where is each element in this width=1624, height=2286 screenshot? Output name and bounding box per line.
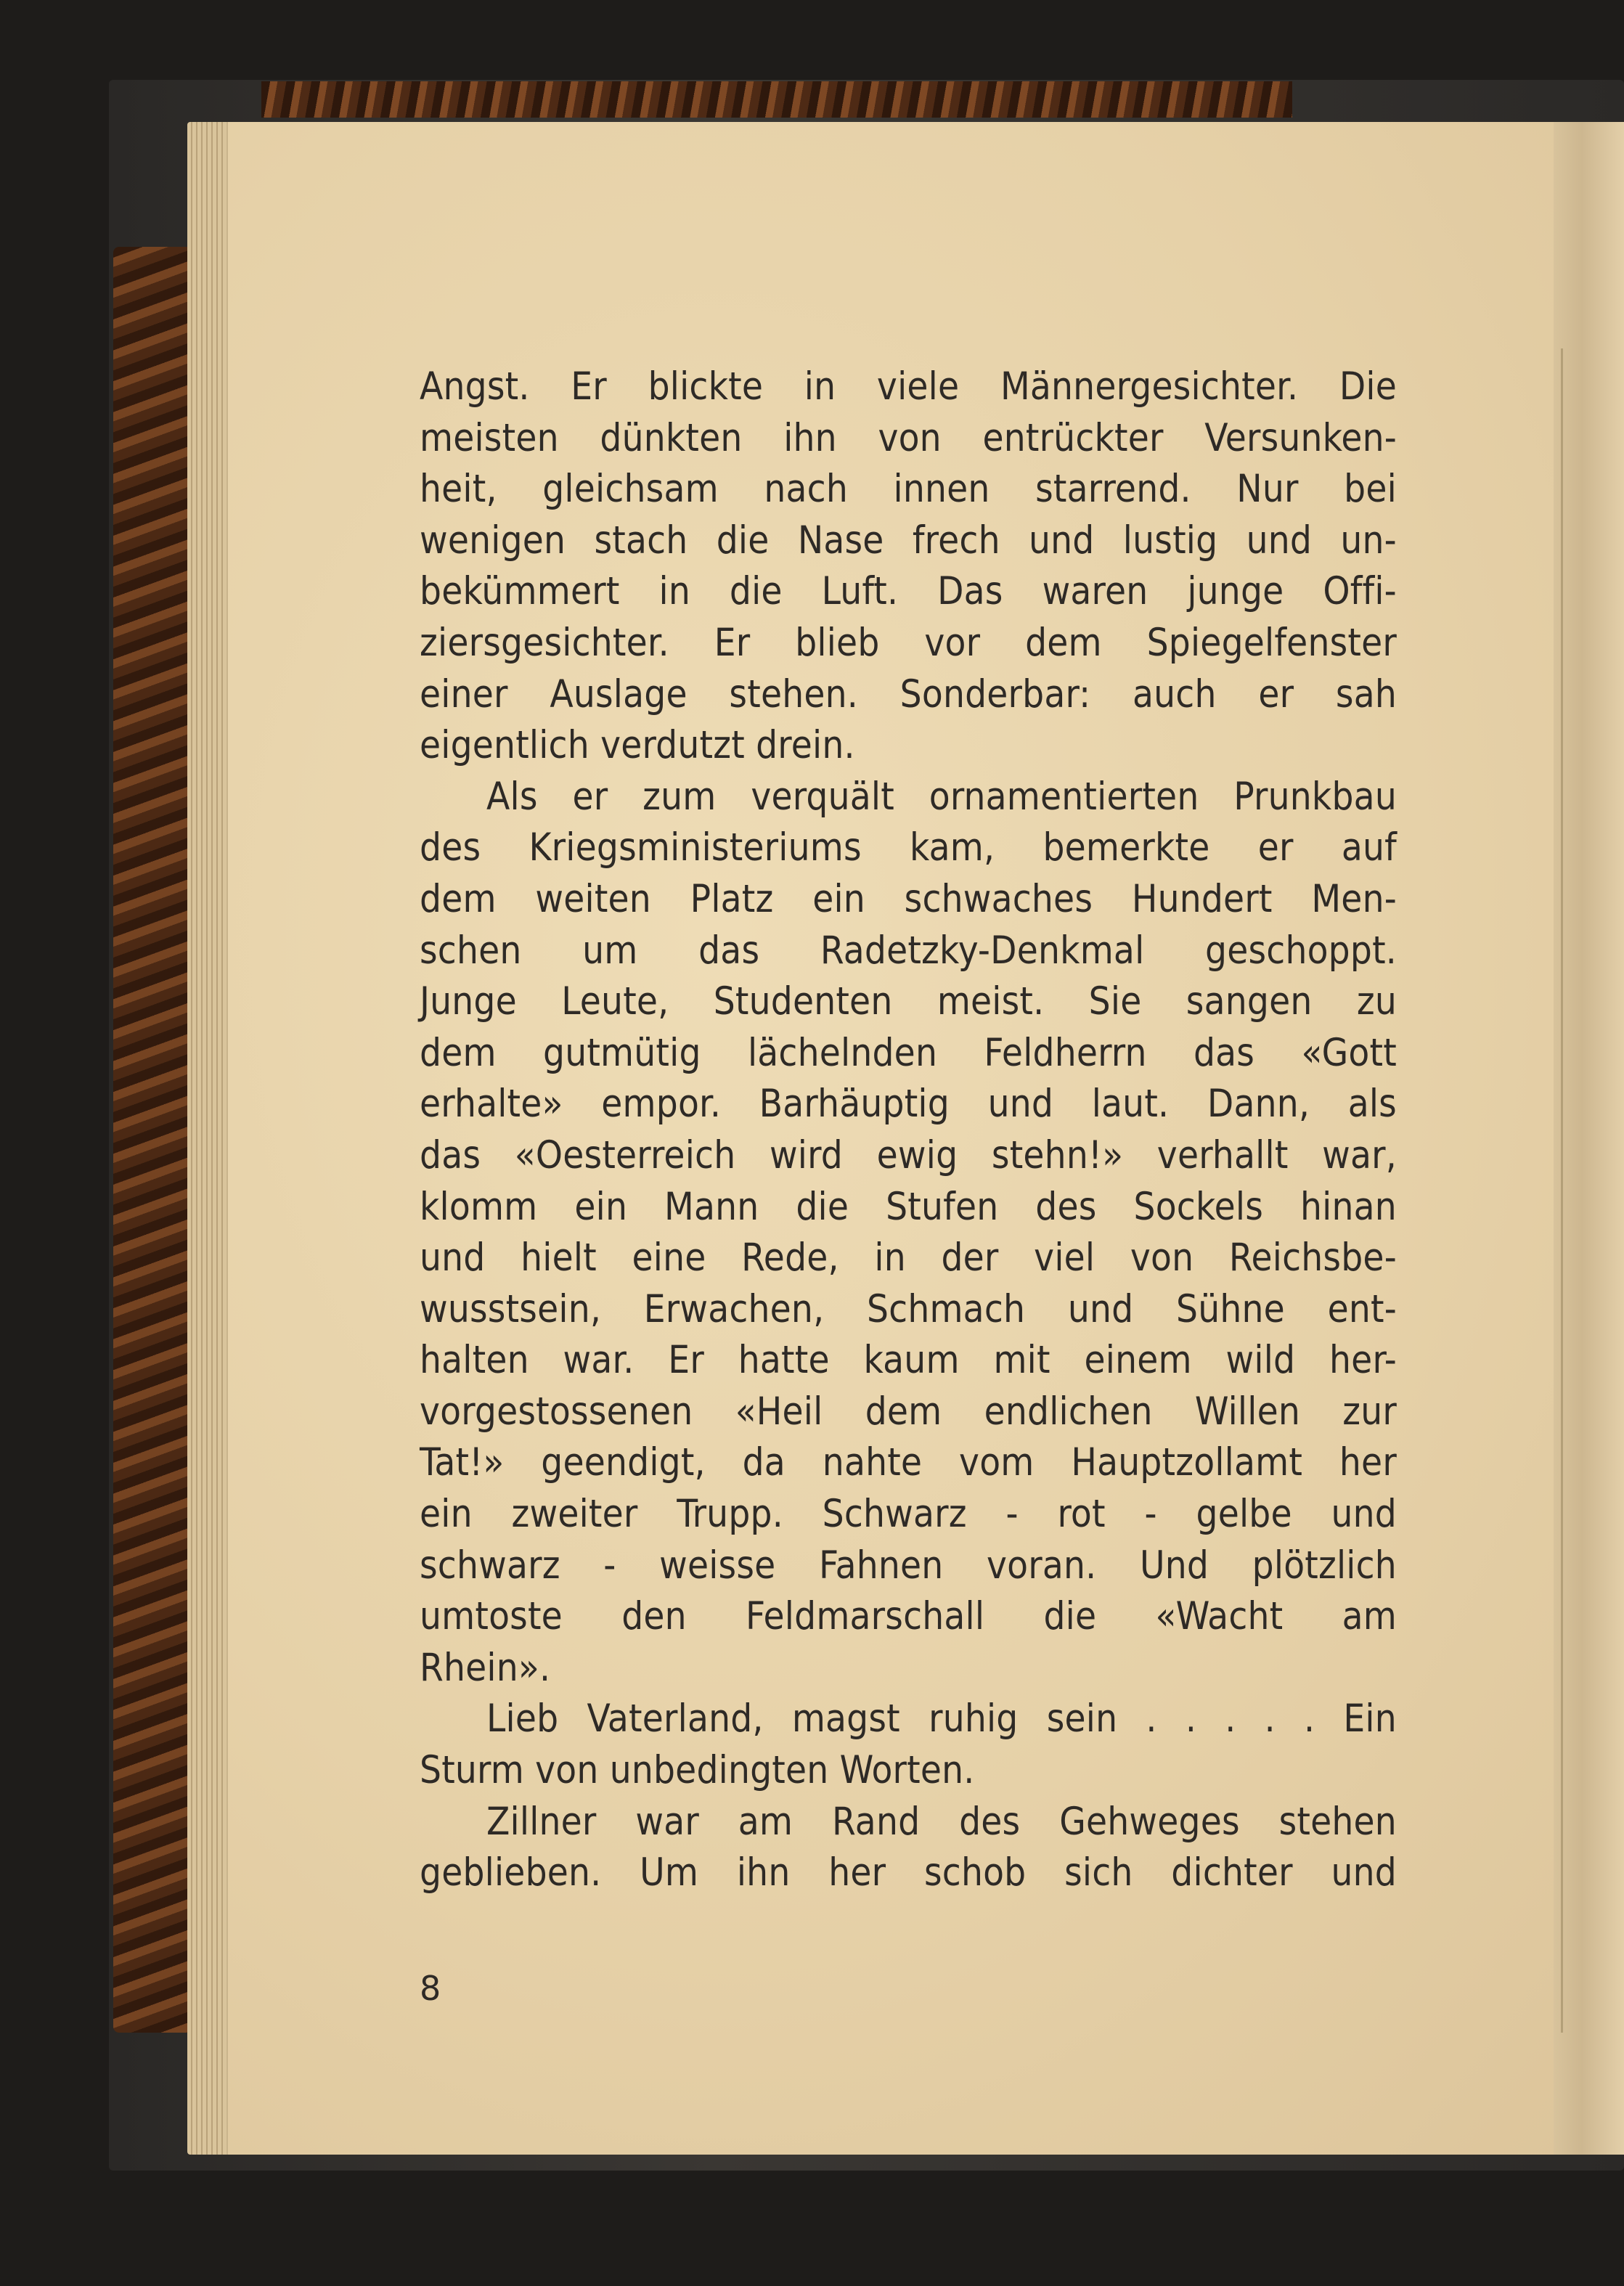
text-line: Angst. Er blickte in viele Männergesichter. Die <box>420 364 1397 409</box>
text-line: und hielt eine Rede, in der viel von Reichsbe- <box>420 1236 1397 1281</box>
marbled-top-edge <box>261 81 1292 118</box>
text-line: Als er zum verquält ornamentierten Prunkbau <box>486 774 1397 819</box>
text-line: ziersgesichter. Er blieb vor dem Spiegelfenster <box>420 620 1397 665</box>
page-edges <box>187 122 231 2155</box>
text-line: wenigen stach die Nase frech und lustig und un- <box>420 518 1397 563</box>
text-line: dem gutmütig lächelnden Feldherrn das «Gott <box>420 1030 1397 1075</box>
text-line: dem weiten Platz ein schwaches Hundert Men- <box>420 876 1397 921</box>
text-line: das «Oesterreich wird ewig stehn!» verhallt war, <box>420 1132 1397 1177</box>
text-line: vorgestossenen «Heil dem endlichen Willen zur <box>420 1389 1397 1434</box>
text-line: wusstsein, Erwachen, Schmach und Sühne ent- <box>420 1286 1397 1331</box>
text-line: bekümmert in die Luft. Das waren junge Offi- <box>420 569 1397 614</box>
text-line: eigentlich verdutzt drein. <box>420 723 855 768</box>
text-line: einer Auslage stehen. Sonderbar: auch er sah <box>420 671 1397 717</box>
text-line: Tat!» geendigt, da nahte vom Hauptzollamt her <box>420 1440 1397 1485</box>
marbled-spine-edge <box>113 247 193 2033</box>
text-line: Sturm von unbedingten Worten. <box>420 1748 975 1793</box>
text-line: umtoste den Feldmarschall die «Wacht am <box>420 1594 1397 1639</box>
text-line: meisten dünkten ihn von entrückter Versunken- <box>420 415 1397 460</box>
text-line: des Kriegsministeriums kam, bemerkte er auf <box>420 825 1397 870</box>
text-line: Junge Leute, Studenten meist. Sie sangen zu <box>420 979 1397 1024</box>
text-line: schen um das Radetzky-Denkmal geschoppt. <box>420 928 1397 973</box>
text-line: Zillner war am Rand des Gehweges stehen <box>486 1799 1397 1844</box>
text-line: geblieben. Um ihn her schob sich dichter und <box>420 1850 1397 1895</box>
text-line: ein zweiter Trupp. Schwarz - rot - gelbe und <box>420 1492 1397 1537</box>
text-line: halten war. Er hatte kaum mit einem wild her- <box>420 1338 1397 1383</box>
body-text <box>420 362 1397 1899</box>
text-line: Rhein». <box>420 1645 551 1690</box>
text-line: klomm ein Mann die Stufen des Sockels hinan <box>420 1184 1397 1229</box>
gutter-fold <box>1561 348 1563 2033</box>
page-number: 8 <box>420 1969 441 2008</box>
page-gutter <box>1554 122 1624 2155</box>
text-line: Lieb Vaterland, magst ruhig sein . . . . . Ein <box>486 1697 1397 1742</box>
text-line: schwarz - weisse Fahnen voran. Und plötzlich <box>420 1543 1397 1588</box>
text-line: heit, gleichsam nach innen starrend. Nur bei <box>420 467 1397 512</box>
text-line: erhalte» empor. Barhäuptig und laut. Dann, als <box>420 1082 1397 1127</box>
